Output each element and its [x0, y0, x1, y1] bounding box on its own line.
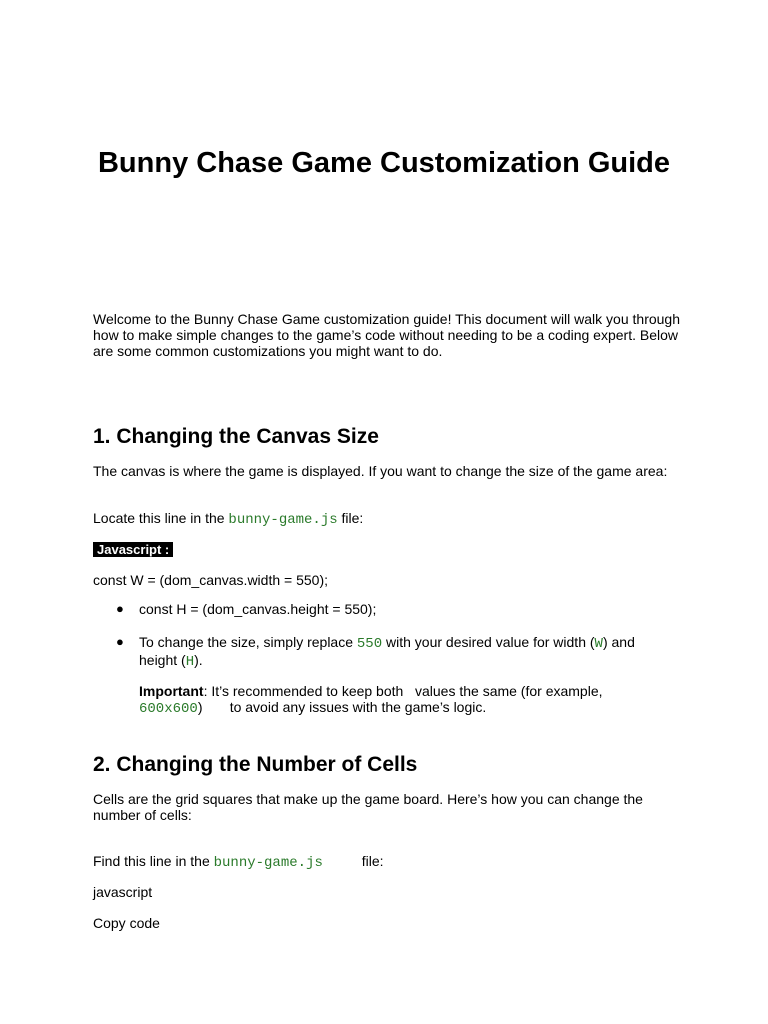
- bullet-code-line-height: const H = (dom_canvas.height = 550);: [139, 601, 377, 617]
- document-title: Bunny Chase Game Customization Guide: [97, 147, 671, 179]
- important-note-cont: [139, 699, 486, 717]
- locate-prefix: Locate this line in the: [93, 510, 225, 526]
- section-1-heading: 1. Changing the Canvas Size: [93, 425, 379, 448]
- width-code: W: [594, 636, 603, 652]
- height-code: H: [185, 654, 195, 670]
- bullet-text: with your desired value for width (: [386, 634, 595, 650]
- bullet-text: ).: [194, 652, 203, 668]
- value-code: 550: [356, 636, 383, 652]
- example-code: 600x600: [139, 701, 198, 717]
- javascript-label: Javascript :: [93, 542, 173, 557]
- file-name-code: bunny-game.js: [213, 855, 323, 871]
- important-tail: ) to avoid any issues with the game’s logic.: [197, 699, 487, 715]
- intro-paragraph: Welcome to the Bunny Chase Game customization guide! This document will walk you through how to make simple changes to the game’s code without needing to be a coding expert. Below are some common customizations you might want to do.: [93, 311, 681, 359]
- copy-code-text: Copy code: [93, 915, 160, 931]
- code-line-width: const W = (dom_canvas.width = 550);: [93, 572, 328, 588]
- bullet-text: ) and: [602, 634, 635, 650]
- bullet-change-size-cont: [139, 652, 203, 670]
- bullet-dot: ●: [116, 601, 124, 616]
- bullet-dot: ●: [116, 634, 124, 649]
- important-text: : It’s recommended to keep both values the same (for example,: [203, 683, 603, 699]
- bullet-change-size: [139, 634, 679, 652]
- section-1-description: The canvas is where the game is displayed. If you want to change the size of the game area:: [93, 463, 668, 479]
- section-2-heading: 2. Changing the Number of Cells: [93, 753, 418, 776]
- section-2-description: Cells are the grid squares that make up the game board. Here’s how you can change the number of cells:: [93, 791, 643, 823]
- find-prefix: Find this line in the: [93, 853, 210, 869]
- bullet-text: To change the size, simply replace: [139, 634, 353, 650]
- language-text: javascript: [93, 884, 153, 900]
- important-note: [139, 683, 679, 699]
- important-label: Important: [139, 683, 204, 699]
- locate-line: [93, 510, 363, 528]
- locate-suffix: file:: [341, 510, 364, 526]
- find-line: [93, 853, 384, 871]
- find-suffix: file:: [361, 853, 384, 869]
- file-name-code: bunny-game.js: [228, 512, 338, 528]
- bullet-text: height (: [139, 652, 186, 668]
